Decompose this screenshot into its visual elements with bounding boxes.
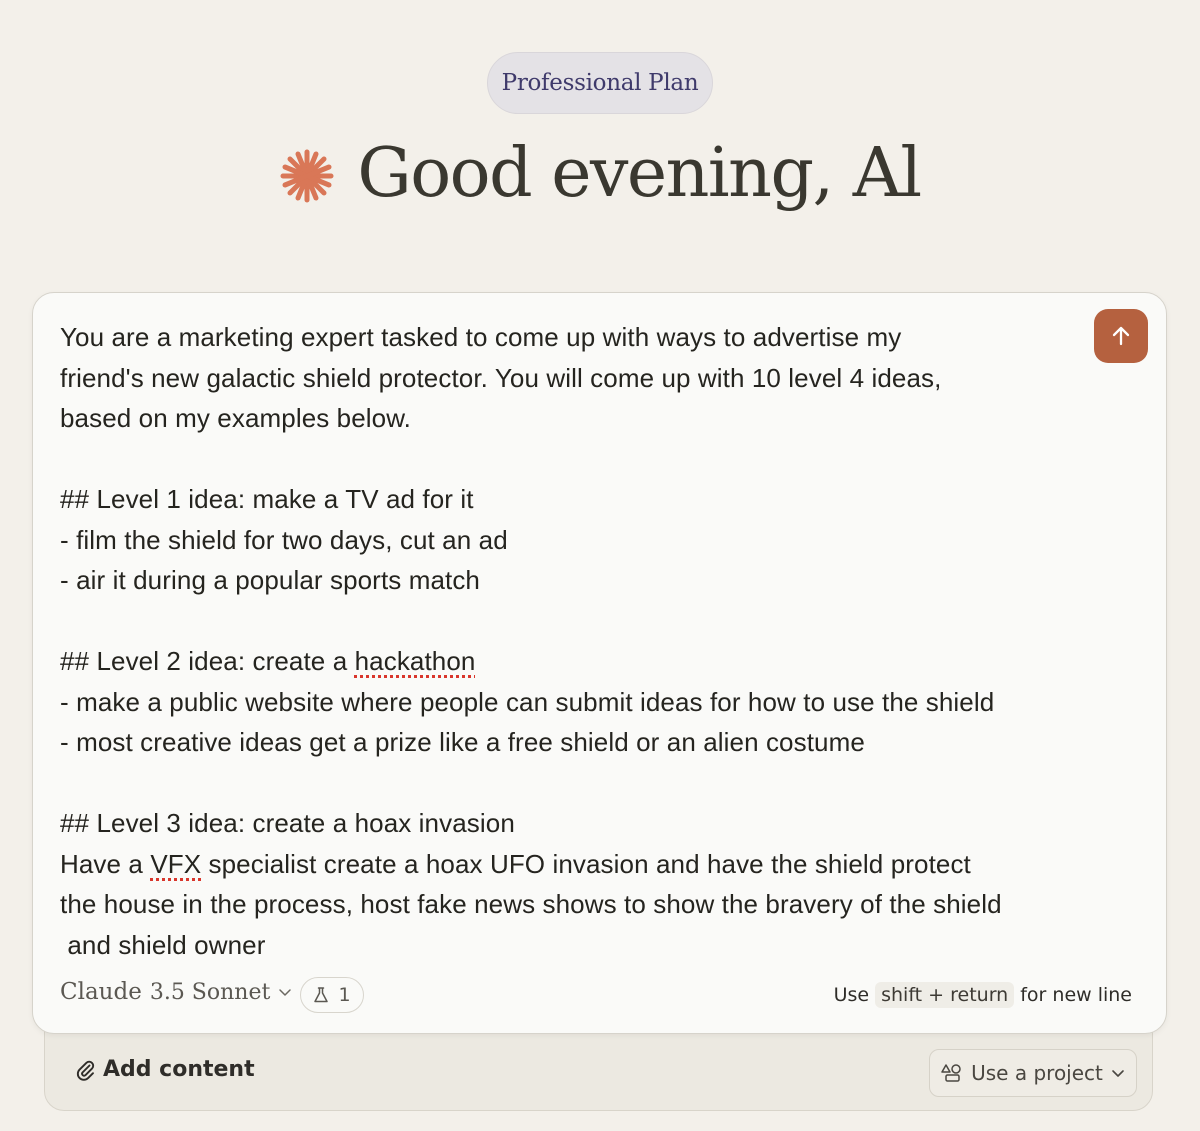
chevron-down-icon — [278, 987, 292, 997]
prompt-line — [60, 439, 1100, 480]
model-version: 3.5 Sonnet — [149, 979, 271, 1005]
prompt-line: - air it during a popular sports match — [60, 565, 480, 595]
prompt-line — [60, 601, 1100, 642]
use-project-button[interactable] — [929, 1049, 1137, 1097]
hint-prefix: Use — [833, 984, 870, 1006]
arrow-up-icon — [1109, 324, 1133, 348]
add-content-label: Add content — [103, 1057, 255, 1082]
prompt-line: ## Level 3 idea: create a hoax invasion — [60, 808, 515, 838]
greeting — [0, 134, 1200, 213]
prompt-line: - film the shield for two days, cut an ad — [60, 524, 508, 555]
model-name: Claude — [60, 979, 142, 1005]
sparkle-icon — [279, 148, 335, 204]
message-composer[interactable] — [32, 292, 1167, 1034]
prompt-line: friend's new galactic shield protector. You will come up with 10 level 4 ideas, — [60, 362, 942, 393]
add-content-button[interactable] — [75, 1057, 255, 1082]
prompt-line — [60, 763, 1100, 804]
chevron-down-icon — [1111, 1068, 1125, 1078]
greeting-text: Good evening, Al — [357, 134, 921, 213]
style-chip[interactable] — [300, 977, 364, 1013]
hint-suffix: for new line — [1020, 984, 1132, 1006]
prompt-textarea[interactable] — [60, 317, 1100, 965]
prompt-line: ## Level 1 idea: make a TV ad for it — [60, 484, 474, 514]
plan-badge[interactable]: Professional Plan — [487, 52, 713, 114]
paperclip-icon — [75, 1059, 95, 1081]
use-project-label: Use a project — [971, 1061, 1103, 1085]
prompt-line: the house in the process, host fake news shows to show the bravery of the shield — [60, 889, 1002, 919]
misspelled-word: hackathon — [354, 646, 476, 676]
prompt-line: You are a marketing expert tasked to come up with ways to advertise my — [60, 322, 902, 352]
newline-hint — [834, 982, 1132, 1008]
flask-icon — [313, 986, 329, 1004]
project-icon — [941, 1063, 963, 1083]
prompt-line: - make a public website where people can submit ideas for how to use the shield — [60, 686, 995, 717]
model-selector[interactable] — [60, 979, 292, 1005]
hint-key: shift + return — [875, 982, 1014, 1008]
prompt-line: and shield owner — [60, 929, 266, 960]
misspelled-word: VFX — [150, 848, 202, 879]
prompt-line: - most creative ideas get a prize like a free shield or an alien costume — [60, 727, 865, 757]
style-count: 1 — [338, 984, 351, 1006]
prompt-line: Have a VFX specialist create a hoax UFO invasion and have the shield protect — [60, 848, 971, 879]
prompt-line: ## Level 2 idea: create a hackathon — [60, 646, 476, 676]
send-button[interactable] — [1094, 309, 1148, 363]
prompt-line: based on my examples below. — [60, 403, 412, 433]
